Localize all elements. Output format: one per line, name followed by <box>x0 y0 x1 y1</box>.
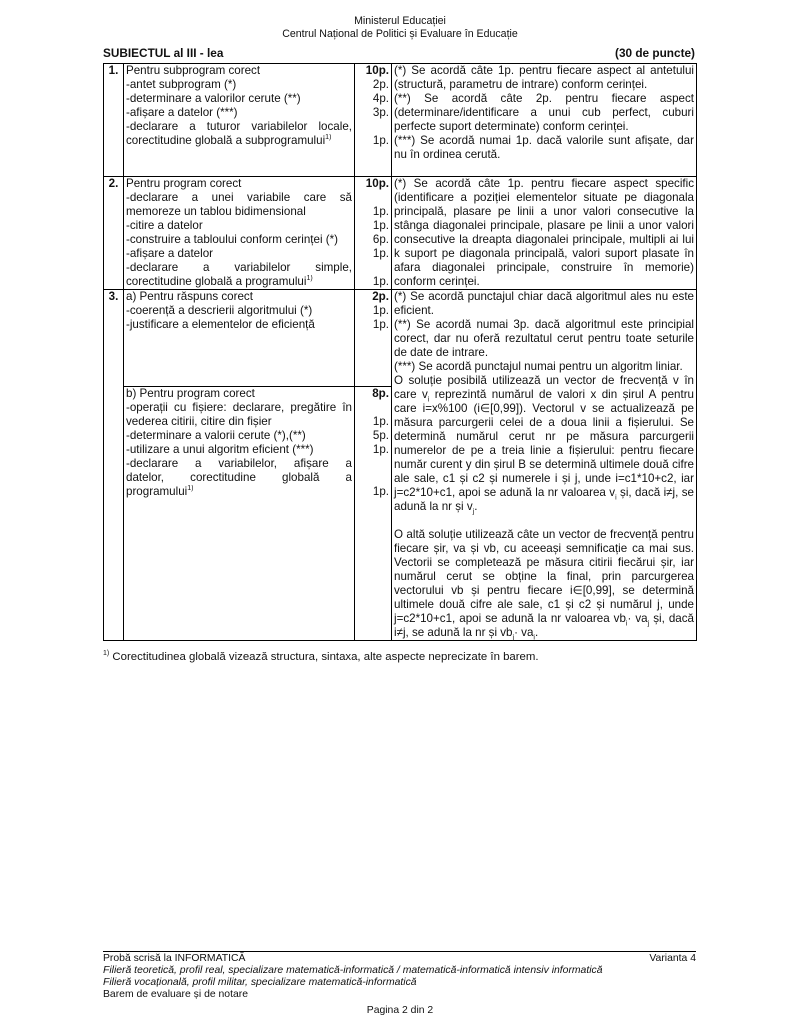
points-value: 3p. <box>372 106 389 119</box>
footnote-ref: 1) <box>306 275 313 283</box>
subscript: j <box>647 620 650 628</box>
points-value: 1p. <box>372 275 389 288</box>
global-correctness-footnote <box>103 651 539 663</box>
table-row <box>104 290 697 387</box>
footnote-ref: 1) <box>187 484 194 492</box>
footer-track-2: Filieră vocațională, profil militar, specializare matematică-informatică <box>103 977 417 988</box>
criterion-line <box>126 134 352 148</box>
criterion-line: -declarare a variabilelor simple, <box>126 261 352 274</box>
subscript: j <box>512 634 515 642</box>
subscript: i <box>533 634 535 642</box>
solution-text: și, dacă i≠j, se adună la nr și v <box>394 486 694 513</box>
criterion-line: -declarare a tuturor variabilelor locale, <box>126 120 352 133</box>
criterion-line: -operații cu fișiere: declarare, pregătire în <box>126 400 352 414</box>
points-cell <box>355 386 392 640</box>
criterion-text: corectitudine globală a subprogramului <box>126 134 326 147</box>
points-value <box>357 191 389 205</box>
points-value <box>357 457 389 471</box>
points-value: 1p. <box>372 247 389 260</box>
criterion-line: Pentru program corect <box>126 177 242 190</box>
criterion-line <box>126 485 352 499</box>
footnote-ref: 1) <box>325 134 332 142</box>
criterion-line: a) Pentru răspuns corect <box>126 290 253 303</box>
points-value: 8p. <box>372 386 389 400</box>
criterion-line: -justificare a elementelor de eficiență <box>126 318 315 331</box>
points-value: 10p. <box>365 64 389 77</box>
solution-text: O altă soluție utilizează câte un vector de frecvență pentru fiecare șir, va și vb, cu aceeași semnificație ca mai sus. Vectorii se completează pe măsura citirii fiecărui șir, iar numărul cerut se obține la final, prin parcurgerea vectorului vb și pentru fiecare i∈[0,99], se determină ultimele două cifre ale sale, c1 și c2 și numărul j, unde j=c2*10+c1, apoi se adună la nr valoarea vb <box>394 528 694 625</box>
footnote-text: Corectitudinea globală vizează structura, sintaxa, alte aspecte neprecizate în barem. <box>109 651 539 663</box>
points-cell <box>355 64 392 177</box>
criterion-line <box>126 275 352 289</box>
criterion-line: Pentru subprogram corect <box>126 64 261 77</box>
item-number: 2. <box>104 177 124 290</box>
points-value: 1p. <box>372 484 389 498</box>
points-cell <box>355 177 392 290</box>
criterion-line: -coerență a descrierii algoritmului (*) <box>126 304 313 317</box>
criterion-text: programului <box>126 484 188 498</box>
criterion-line: -construire a tabloului conform cerinței (*) <box>126 233 338 246</box>
criterion-line: -determinare a valorilor cerute (**) <box>126 92 301 105</box>
solution-text: O soluție posibilă utilizează un vector de frecvență v în care v <box>394 374 694 401</box>
criterion-line: memoreze un tablou bidimensional <box>126 205 306 218</box>
points-value: 1p. <box>372 205 389 218</box>
criterion-line: b) Pentru program corect <box>126 386 255 400</box>
subscript: j <box>472 508 475 516</box>
criterion-line: -afișare a datelor (***) <box>126 106 238 119</box>
item-number: 1. <box>104 64 124 177</box>
criterion-line: -determinare a valorii cerute (*),(**) <box>126 428 306 442</box>
subject-points: (30 de puncte) <box>615 46 695 60</box>
note-text: (***) Se acordă punctajul numai pentru un algoritm liniar. <box>394 360 683 373</box>
criterion-line: datelor, corectitudine globală a <box>126 470 352 484</box>
footnote-mark: 1) <box>103 650 110 658</box>
criterion-line: vederea citirii, citire din fișier <box>126 414 272 428</box>
solution-text: . <box>534 626 539 639</box>
points-value: 1p. <box>372 318 389 331</box>
criteria-cell <box>124 386 355 640</box>
criterion-line: -citire a datelor <box>126 219 203 232</box>
criterion-line: -afișare a datelor <box>126 247 213 260</box>
subject-heading <box>103 45 695 61</box>
footer-exam: Probă scrisă la INFORMATICĂ <box>103 953 246 964</box>
solution-2 <box>394 528 694 640</box>
points-value: 2p. <box>372 78 389 91</box>
footer-divider <box>103 951 696 952</box>
points-value: 10p. <box>365 177 389 190</box>
solution-text: · va <box>627 612 648 625</box>
subscript: i <box>615 494 617 502</box>
criteria-cell <box>124 290 355 387</box>
notes-cell <box>392 177 697 290</box>
note-text: (**) Se acordă câte 2p. pentru fiecare aspect (determinare/identificare a unui cub perfect, cuburi perfecte suport determinate) conform cerinței. <box>394 92 694 133</box>
points-value <box>357 120 389 134</box>
solution-text: . <box>474 500 478 513</box>
solution-text: și, dacă i≠j, se adună la nr și vb <box>394 612 694 639</box>
solution-text: · va <box>514 626 534 639</box>
criterion-line: -declarare a variabilelor, afișare a <box>126 456 352 470</box>
points-value: 1p. <box>372 304 389 317</box>
criteria-cell <box>124 64 355 177</box>
note-text: (*) Se acordă câte 1p. pentru fiecare aspect al antetului (structură, parametru de intrare) conform cerinței. <box>394 64 694 91</box>
points-value: 6p. <box>372 233 389 246</box>
points-value: 1p. <box>372 134 389 147</box>
grading-table <box>103 63 697 641</box>
note-text: (***) Se acordă numai 1p. dacă valorile sunt afișate, dar nu în ordinea cerută. <box>394 134 694 161</box>
ministry-header: Ministerul Educației <box>354 15 446 27</box>
points-value <box>357 471 389 485</box>
points-cell <box>355 290 392 387</box>
criterion-line: -declarare a unei variabile care să <box>126 191 352 204</box>
points-value: 5p. <box>372 428 389 442</box>
subscript: i <box>427 396 430 404</box>
note-text: (**) Se acordă numai 3p. dacă algoritmul este principial corect, dar nu oferă rezultatul cerut pentru toate seturile de date de intrare. <box>394 318 694 359</box>
footer-barem: Barem de evaluare și de notare <box>103 989 248 1000</box>
points-value <box>357 401 389 415</box>
note-text: (*) Se acordă punctajul chiar dacă algoritmul ales nu este eficient. <box>394 290 694 317</box>
points-value: 1p. <box>372 442 389 456</box>
page-number: Pagina 2 din 2 <box>366 1005 434 1016</box>
notes-cell <box>392 290 697 641</box>
subject-title: SUBIECTUL al III - lea <box>103 46 224 60</box>
points-value: 1p. <box>372 414 389 428</box>
notes-cell <box>392 64 697 177</box>
center-header: Centrul Național de Politici și Evaluare în Educație <box>282 28 518 40</box>
solution-1 <box>394 374 694 514</box>
criterion-line: -antet subprogram (*) <box>126 78 237 91</box>
item-number: 3. <box>104 290 124 641</box>
solution-text: reprezintă numărul de valori x din șirul A pentru care i=x%100 (i∈[0,99]). Vectorul v se actualizează pe măsura parcurgerii celei de a doua linii a fișierului. Se determină numărul cerut nr pe măsura parcurgerii numerelor de pe a treia linie a fișierului: pentru fiecare număr curent y din șirul B se determină ultimele două cifre ale sale, c1 și c2 și numerele i și j, unde i=c1*10+c2, iar j=c2*10+c1, apoi se adună la nr valoarea v <box>394 388 694 499</box>
criterion-text: corectitudine globală a programului <box>126 275 307 288</box>
criteria-cell <box>124 177 355 290</box>
criterion-line: -utilizare a unui algoritm eficient (***) <box>126 442 314 456</box>
footer-variant: Varianta 4 <box>649 953 696 964</box>
footer-track-1: Filieră teoretică, profil real, specializare matematică-informatică / matematică-informatică intensiv informatică <box>103 965 603 976</box>
note-text: (*) Se acordă câte 1p. pentru fiecare aspect specific (identificare a poziției elementelor situate pe diagonala principală, plasare pe linii a unor valori consecutive la stânga diagonalei principale, plasare pe linii a unor valori consecutive la dreapta diagonalei principale, multipli ai lui k suport pe diagonala principală, valori suport plasate în afara diagonalei principale, construire în memorie) conform cerinței. <box>394 177 694 288</box>
points-value: 1p. <box>372 219 389 232</box>
table-row <box>104 177 697 290</box>
points-value: 2p. <box>372 290 389 303</box>
subscript: i <box>625 620 628 628</box>
points-value: 4p. <box>372 92 389 105</box>
table-row <box>104 64 697 177</box>
points-value <box>357 261 389 275</box>
